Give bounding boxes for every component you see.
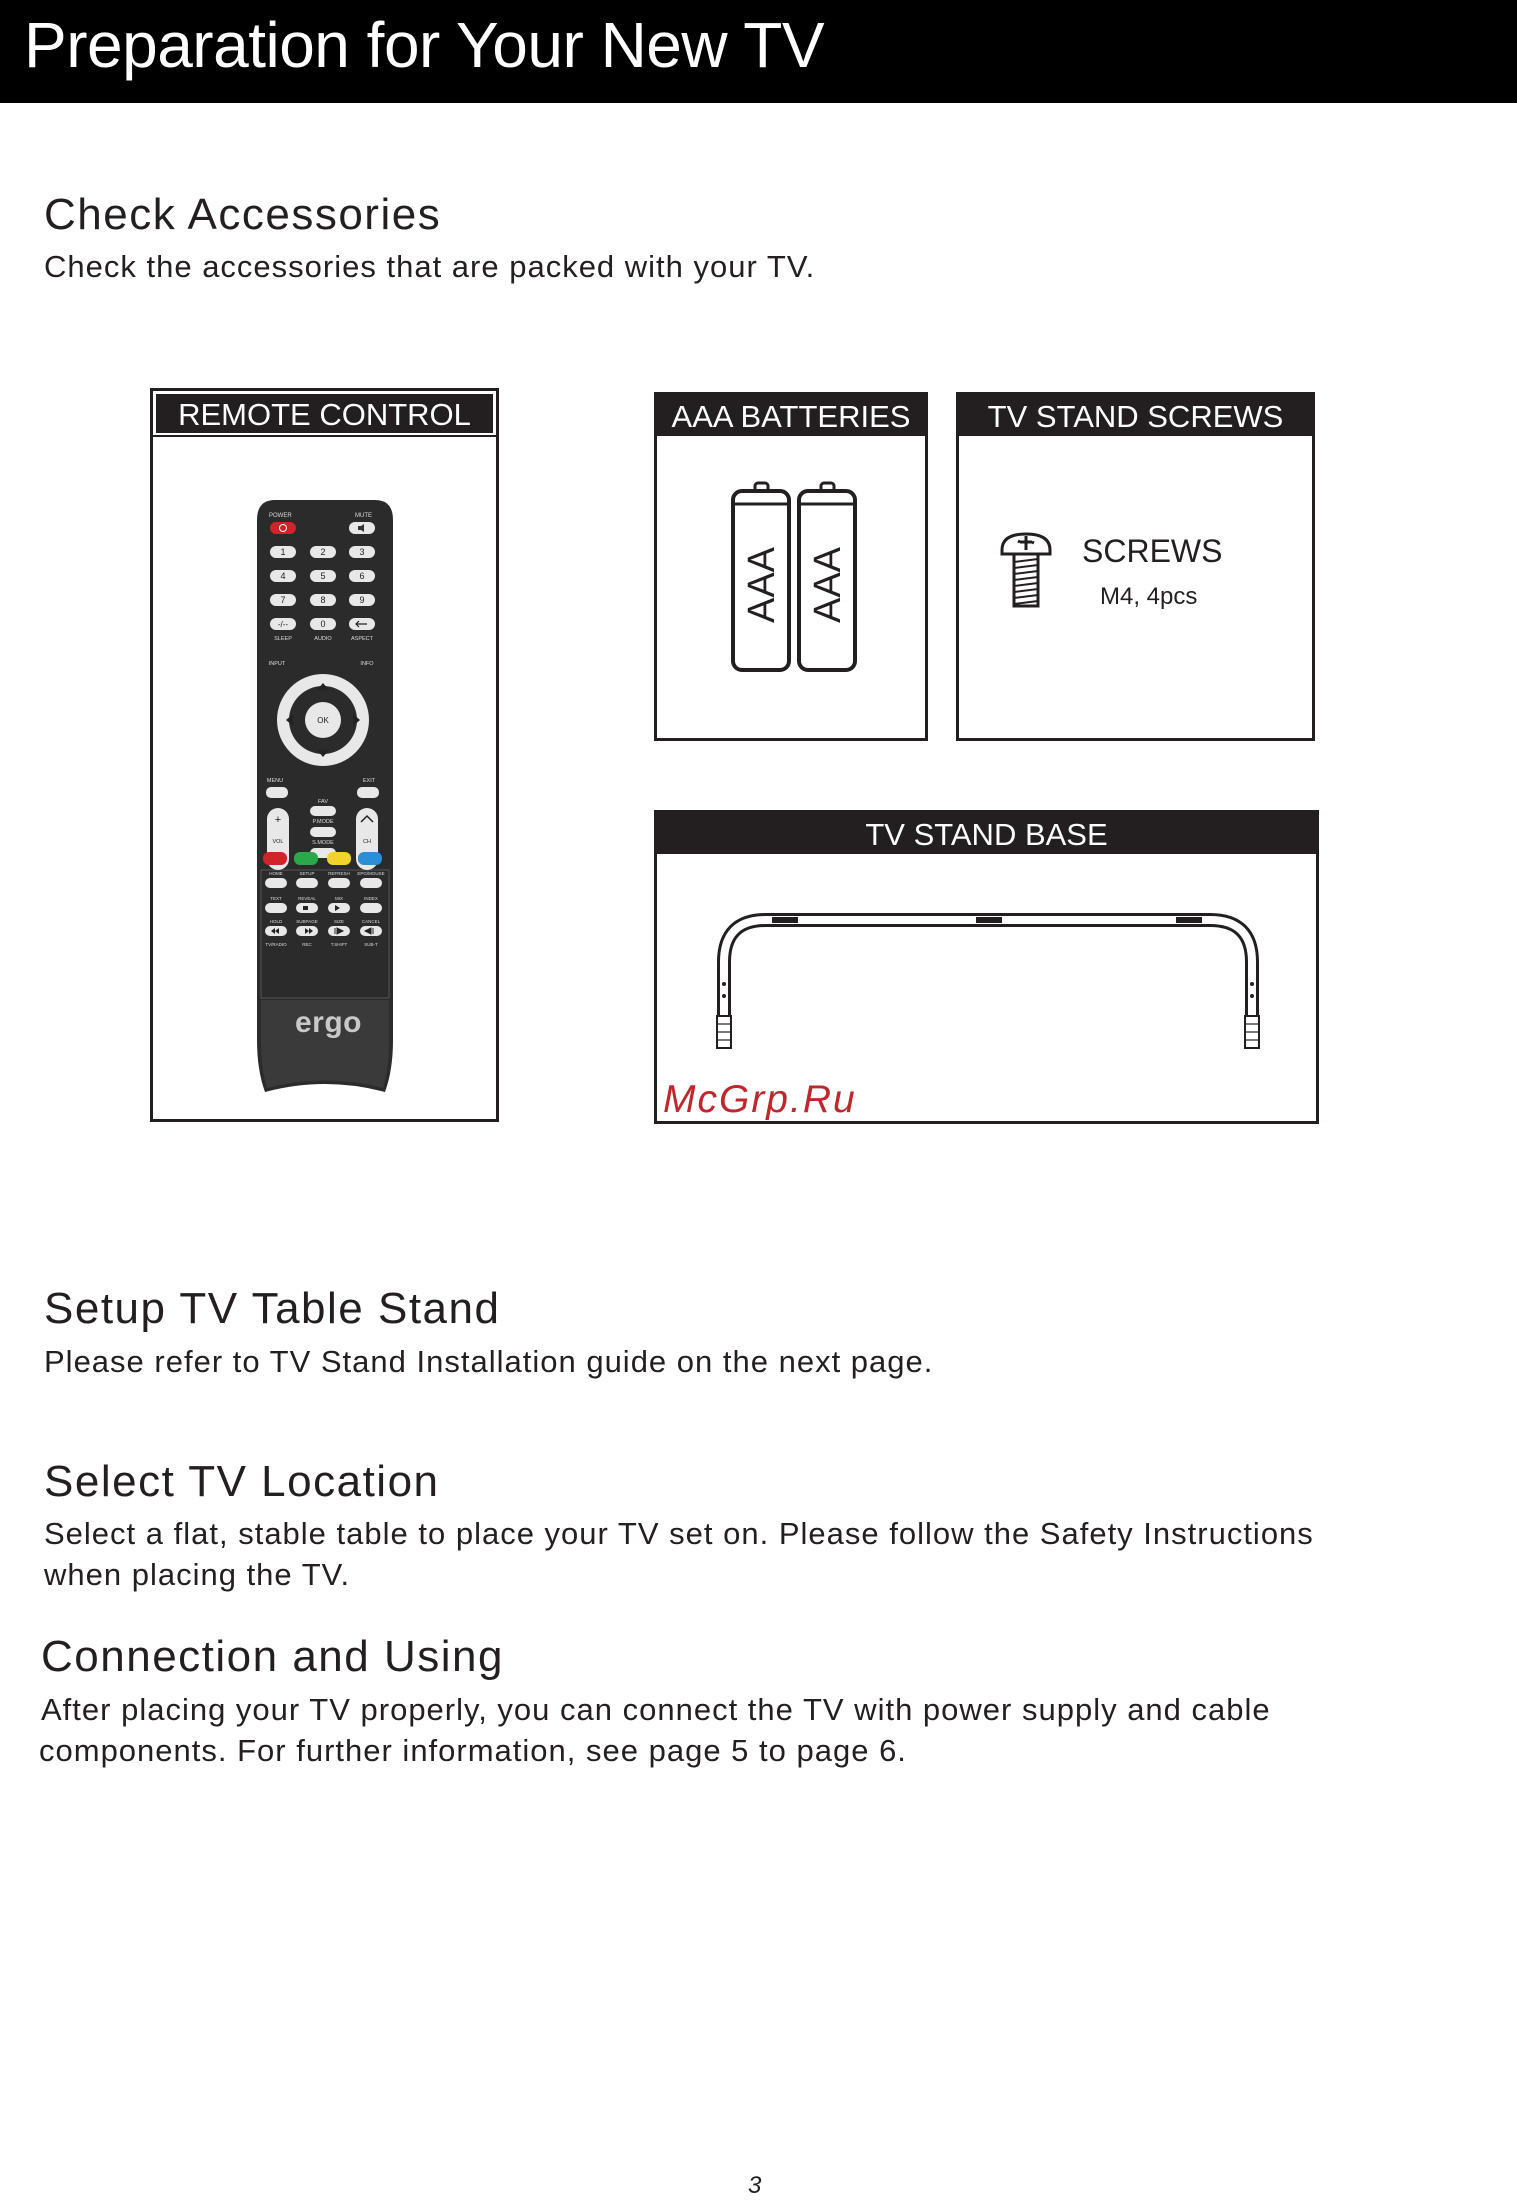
- svg-text:S.MODE: S.MODE: [312, 840, 334, 846]
- dpad[interactable]: [277, 674, 369, 766]
- fav-button[interactable]: [310, 806, 336, 816]
- svg-text:9: 9: [359, 595, 365, 605]
- exit-button[interactable]: [357, 787, 379, 798]
- green-key[interactable]: [294, 852, 318, 865]
- svg-text:AUDIO: AUDIO: [314, 636, 332, 642]
- svg-text:T.SHIFT: T.SHIFT: [330, 942, 348, 947]
- red-key[interactable]: [263, 852, 287, 865]
- accessories-text: Check the accessories that are packed with your TV.: [44, 249, 816, 284]
- svg-text:5: 5: [320, 571, 326, 581]
- svg-text:SIZE: SIZE: [333, 919, 345, 924]
- svg-text:2: 2: [320, 547, 326, 557]
- svg-text:CH: CH: [363, 839, 371, 845]
- screws-spec: M4, 4pcs: [1100, 583, 1198, 610]
- svg-text:INPUT: INPUT: [268, 661, 286, 667]
- svg-text:CANCEL: CANCEL: [361, 919, 381, 924]
- svg-text:REC: REC: [302, 942, 312, 947]
- screws-label: TV STAND SCREWS: [959, 395, 1312, 436]
- remote-control-illustration: [255, 500, 395, 1094]
- connection-heading: Connection and Using: [41, 1632, 504, 1681]
- svg-text:SUB-T: SUB-T: [364, 942, 378, 947]
- stand-text: Please refer to TV Stand Installation guide on the next page.: [44, 1344, 934, 1379]
- svg-text:ASPECT: ASPECT: [350, 636, 374, 642]
- svg-text:HOLD: HOLD: [269, 919, 283, 924]
- connection-text-line1: After placing your TV properly, you can connect the TV with power supply and cable: [41, 1692, 1271, 1727]
- svg-text:TV/RADIO: TV/RADIO: [265, 942, 287, 947]
- remote-lower-keys: [255, 850, 395, 990]
- blue-key[interactable]: [358, 852, 382, 865]
- power-button[interactable]: [270, 522, 296, 534]
- svg-text:INDEX: INDEX: [364, 896, 378, 901]
- svg-text:8: 8: [320, 595, 326, 605]
- screws-title: SCREWS: [1082, 533, 1223, 569]
- index-button[interactable]: [360, 903, 382, 913]
- location-text-line2: when placing the TV.: [44, 1557, 351, 1592]
- svg-text:P.MODE: P.MODE: [312, 819, 334, 825]
- batteries-label: AAA BATTERIES: [657, 395, 925, 436]
- svg-text:REVEAL: REVEAL: [298, 896, 316, 901]
- svg-text:FAV: FAV: [318, 799, 328, 805]
- svg-text:EPG/MOUSE: EPG/MOUSE: [357, 871, 385, 876]
- svg-text:6: 6: [359, 571, 365, 581]
- mute-label: MUTE: [355, 513, 372, 519]
- svg-text:MENU: MENU: [266, 778, 284, 784]
- svg-text:3: 3: [359, 547, 365, 557]
- stand-base-illustration: [712, 912, 1272, 1052]
- menu-button[interactable]: [266, 787, 288, 798]
- svg-text:INFO: INFO: [360, 661, 374, 667]
- svg-text:-/--: -/--: [277, 620, 289, 629]
- location-text-line1: Select a flat, stable table to place your TV set on. Please follow the Safety Instructions: [44, 1516, 1314, 1551]
- epg-button[interactable]: [360, 878, 382, 888]
- battery-label-1: AAA: [741, 546, 783, 624]
- stop-icon: [303, 906, 308, 910]
- battery-label-2: AAA: [807, 546, 849, 624]
- svg-text:TEXT: TEXT: [270, 896, 282, 901]
- setup-button[interactable]: [296, 878, 318, 888]
- svg-text:7: 7: [280, 595, 286, 605]
- remote-control-label: REMOTE CONTROL: [156, 394, 493, 433]
- stand-heading: Setup TV Table Stand: [44, 1284, 501, 1333]
- refresh-button[interactable]: [328, 878, 350, 888]
- accessories-heading: Check Accessories: [44, 190, 442, 239]
- watermark: McGrp.Ru: [663, 1078, 857, 1121]
- power-label: POWER: [269, 513, 292, 519]
- connection-text-line2: components. For further information, see page 5 to page 6.: [39, 1733, 907, 1768]
- page-title: Preparation for Your New TV: [24, 9, 824, 81]
- svg-text:REFRESH: REFRESH: [328, 871, 350, 876]
- text-button[interactable]: [265, 903, 287, 913]
- screw-icon: [1000, 532, 1052, 612]
- svg-text:4: 4: [280, 571, 286, 581]
- svg-text:+: +: [274, 814, 282, 826]
- svg-text:SLEEP: SLEEP: [274, 636, 292, 642]
- stand-base-label: TV STAND BASE: [657, 813, 1316, 854]
- svg-text:SUBPAGE: SUBPAGE: [296, 919, 318, 924]
- svg-text:1: 1: [280, 547, 286, 557]
- svg-text:EXIT: EXIT: [362, 778, 376, 784]
- svg-text:MIX: MIX: [334, 896, 344, 901]
- svg-text:0: 0: [320, 619, 326, 629]
- home-button[interactable]: [265, 878, 287, 888]
- pmode-button[interactable]: [310, 827, 336, 837]
- svg-text:OK: OK: [317, 716, 329, 725]
- svg-text:VOL: VOL: [272, 839, 284, 845]
- svg-text:HOME: HOME: [269, 871, 283, 876]
- remote-brand-logo: ergo: [295, 1006, 363, 1039]
- page-number: 3: [748, 2172, 762, 2199]
- svg-text:SETUP: SETUP: [299, 871, 315, 876]
- location-heading: Select TV Location: [44, 1457, 440, 1506]
- yellow-key[interactable]: [327, 852, 351, 865]
- title-bar: [0, 0, 1517, 103]
